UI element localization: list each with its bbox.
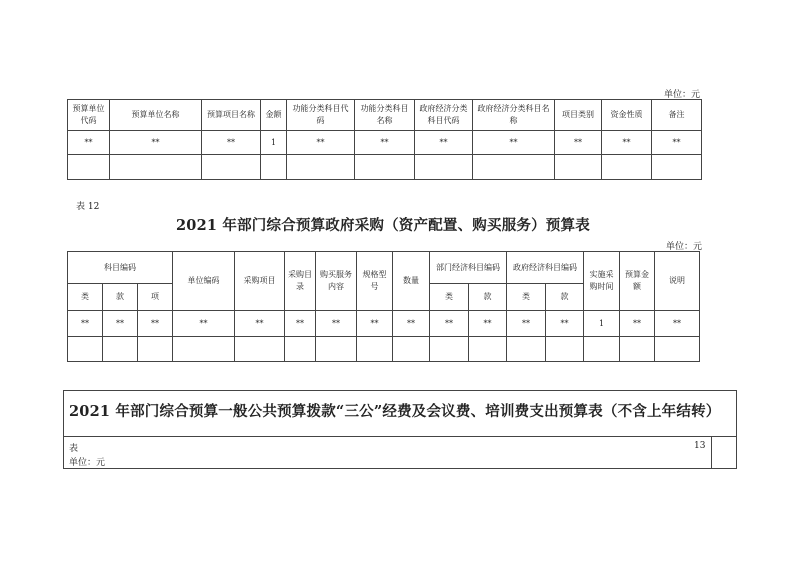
table-cell: **	[546, 311, 584, 337]
empty-cell	[173, 337, 235, 362]
empty-cell	[652, 155, 702, 180]
header-cell: 项	[138, 284, 173, 311]
empty-cell	[235, 337, 285, 362]
empty-cell	[287, 155, 355, 180]
header-cell: 单位编码	[173, 252, 235, 311]
table-cell: **	[235, 311, 285, 337]
header-cell: 说明	[655, 252, 700, 311]
header-cell: 类	[430, 284, 469, 311]
table-cell: **	[110, 131, 202, 155]
header-cell: 预算单位代码	[68, 100, 110, 131]
header-cell: 采购目录	[285, 252, 316, 311]
right-divider	[711, 436, 712, 469]
table-cell: **	[357, 311, 393, 337]
header-cell: 款	[469, 284, 507, 311]
empty-cell	[602, 155, 652, 180]
empty-cell	[285, 337, 316, 362]
unit-label: 单位：元	[664, 90, 701, 100]
table-cell: **	[287, 131, 355, 155]
table-cell: **	[138, 311, 173, 337]
table-number: 13	[694, 441, 706, 451]
table-cell: **	[655, 311, 700, 337]
empty-cell	[415, 155, 473, 180]
empty-cell	[110, 155, 202, 180]
empty-cell	[507, 337, 546, 362]
header-cell: 部门经济科目编码	[430, 252, 507, 284]
header-cell: 实施采购时间	[584, 252, 620, 311]
empty-cell	[584, 337, 620, 362]
table-cell: **	[555, 131, 602, 155]
header-cell: 科目编码	[68, 252, 173, 284]
empty-cell	[555, 155, 602, 180]
unit-label: 单位：元	[666, 242, 703, 252]
budget-project-table	[67, 99, 702, 180]
table-cell: **	[469, 311, 507, 337]
table-label: 表	[69, 444, 79, 454]
empty-cell	[655, 337, 700, 362]
table-cell: **	[507, 311, 546, 337]
empty-cell	[316, 337, 357, 362]
table-title: 2021 年部门综合预算一般公共预算拨款“三公”经费及会议费、培训费支出预算表（不含上年结转）	[69, 403, 721, 420]
header-cell: 预算金额	[620, 252, 655, 311]
header-cell: 规格型号	[357, 252, 393, 311]
empty-cell	[546, 337, 584, 362]
empty-cell	[103, 337, 138, 362]
header-cell: 购买服务内容	[316, 252, 357, 311]
title-divider	[64, 436, 736, 437]
table-cell: **	[316, 311, 357, 337]
table-label: 表 12	[76, 202, 100, 212]
table-cell: **	[473, 131, 555, 155]
empty-cell	[261, 155, 287, 180]
table-cell: **	[285, 311, 316, 337]
header-cell: 采购项目	[235, 252, 285, 311]
empty-cell	[469, 337, 507, 362]
table-cell: **	[620, 311, 655, 337]
table-cell: **	[173, 311, 235, 337]
procurement-table	[67, 251, 700, 362]
table-cell: **	[430, 311, 469, 337]
header-cell: 预算单位名称	[110, 100, 202, 131]
empty-cell	[393, 337, 430, 362]
header-cell: 类	[507, 284, 546, 311]
header-cell: 备注	[652, 100, 702, 131]
header-cell: 项目类别	[555, 100, 602, 131]
table-cell: 1	[584, 311, 620, 337]
header-cell: 政府经济科目编码	[507, 252, 584, 284]
empty-cell	[202, 155, 261, 180]
table-title: 2021 年部门综合预算政府采购（资产配置、购买服务）预算表	[176, 217, 590, 234]
table-cell: **	[202, 131, 261, 155]
header-cell: 资金性质	[602, 100, 652, 131]
table-cell: 1	[261, 131, 287, 155]
header-cell: 功能分类科目代码	[287, 100, 355, 131]
header-cell: 预算项目名称	[202, 100, 261, 131]
header-cell: 政府经济分类科目代码	[415, 100, 473, 131]
empty-cell	[473, 155, 555, 180]
table-cell: **	[68, 311, 103, 337]
header-cell: 金额	[261, 100, 287, 131]
empty-cell	[68, 155, 110, 180]
table-cell: **	[103, 311, 138, 337]
header-cell: 政府经济分类科目名称	[473, 100, 555, 131]
table-cell: **	[602, 131, 652, 155]
header-cell: 款	[103, 284, 138, 311]
table-cell: **	[393, 311, 430, 337]
header-cell: 数量	[393, 252, 430, 311]
table-cell: **	[415, 131, 473, 155]
empty-cell	[355, 155, 415, 180]
header-cell: 功能分类科目名称	[355, 100, 415, 131]
empty-cell	[68, 337, 103, 362]
empty-cell	[620, 337, 655, 362]
empty-cell	[138, 337, 173, 362]
empty-cell	[430, 337, 469, 362]
header-cell: 款	[546, 284, 584, 311]
empty-cell	[357, 337, 393, 362]
unit-label: 单位：元	[69, 458, 106, 468]
header-cell: 类	[68, 284, 103, 311]
table-cell: **	[68, 131, 110, 155]
table-cell: **	[652, 131, 702, 155]
table-cell: **	[355, 131, 415, 155]
